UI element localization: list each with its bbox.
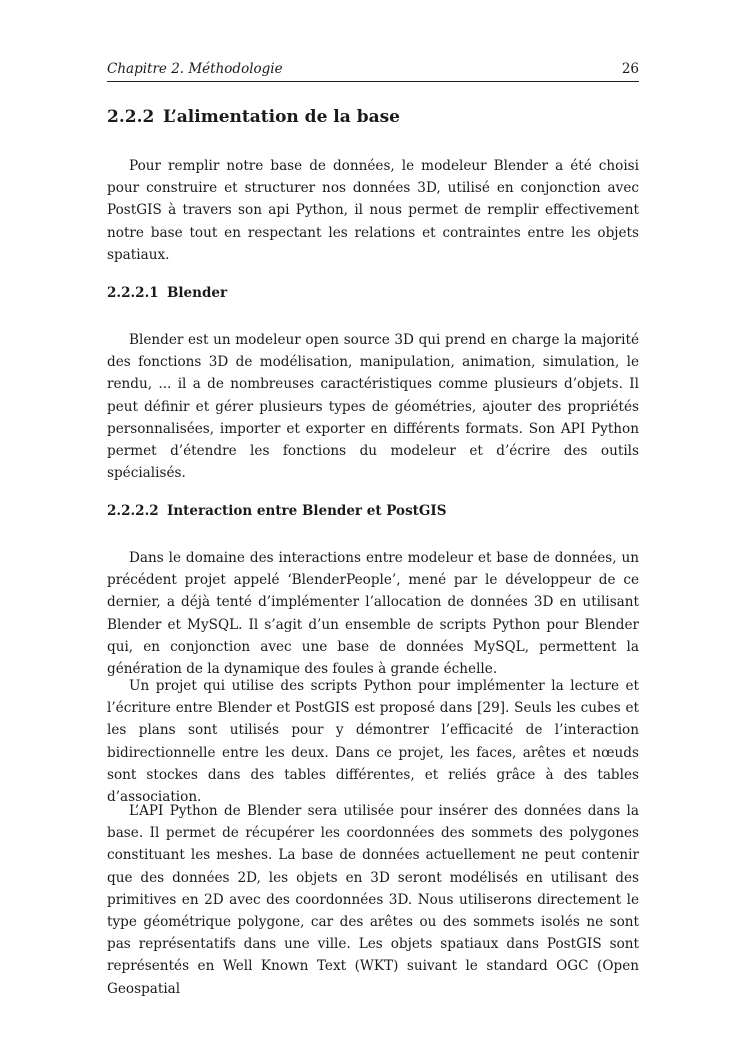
paragraph: L’API Python de Blender sera utilisée pour insérer des données dans la base. Il permet de récupérer les coordonnées des sommets des polygones constituant les meshes. La base de données actuellement ne peut contenir que des données 2D, les objets en 3D seront modélisés en utilisant des primitives en 2D avec des coordonnées 3D. Nous utiliserons directement le type géométrique polygone, car des arêtes ou des sommets isolés ne sont pas représentatifs dans une ville. Les objets spatiaux dans PostGIS sont représentés en Well Known Text (WKT) suivant le standard OGC (Open Geospatial <box>107 803 639 997</box>
subsection-title: Blender <box>167 285 228 301</box>
section-intro-paragraph: Pour remplir notre base de données, le modeleur Blender a été choisi pour construire et structurer nos données 3D, utilisé en conjonction avec PostGIS à travers son api Python, il nous permet de remplir effectivement notre base tout en respectant les relations et contraintes entre les objets spatiaux. <box>107 158 639 263</box>
section-number: 2.2.2 <box>107 107 155 127</box>
paragraph: Dans le domaine des interactions entre modeleur et base de données, un précédent projet appelé ‘BlenderPeople’, mené par le développeur de ce dernier, a déjà tenté d’implémenter l’allocation de données 3D en utilisant Blender et MySQL. Il s’agit d’un ensemble de scripts Python pour Blender qui, en conjonction avec une base de données MySQL, permettent la génération de la dynamique des foules à grande échelle. <box>107 550 639 678</box>
subsection-number: 2.2.2.2 <box>107 503 159 519</box>
paragraph: Un projet qui utilise des scripts Python pour implémenter la lecture et l’écriture entre Blender et PostGIS est proposé dans [29]. Seuls les cubes et les plans sont utilisés pour y démontrer l’efficacité de l’interaction bidirectionnelle entre les deux. Dans ce projet, les faces, arêtes et nœuds sont stockes dans des tables différentes, et reliés grâce à des tables d’association. <box>107 678 639 806</box>
page-number: 26 <box>621 61 639 77</box>
section-heading <box>107 107 400 127</box>
section-title: L’alimentation de la base <box>163 107 400 127</box>
running-header <box>107 60 639 82</box>
subsection-number: 2.2.2.1 <box>107 285 159 301</box>
subsection-title: Interaction entre Blender et PostGIS <box>167 503 447 519</box>
paragraph: Blender est un modeleur open source 3D qui prend en charge la majorité des fonctions 3D de modélisation, manipulation, animation, simulation, le rendu, ... il a de nombreuses caractéristiques comme plusieurs d’objets. Il peut définir et gérer plusieurs types de géométries, ajouter des propriétés personnalisées, importer et exporter en différents formats. Son API Python permet d’étendre les fonctions du modeleur et d’écrire des outils spécialisés. <box>107 332 639 482</box>
chapter-title: Chapitre 2. Méthodologie <box>107 61 283 77</box>
subsection-heading <box>107 285 227 301</box>
subsection-heading <box>107 503 447 519</box>
